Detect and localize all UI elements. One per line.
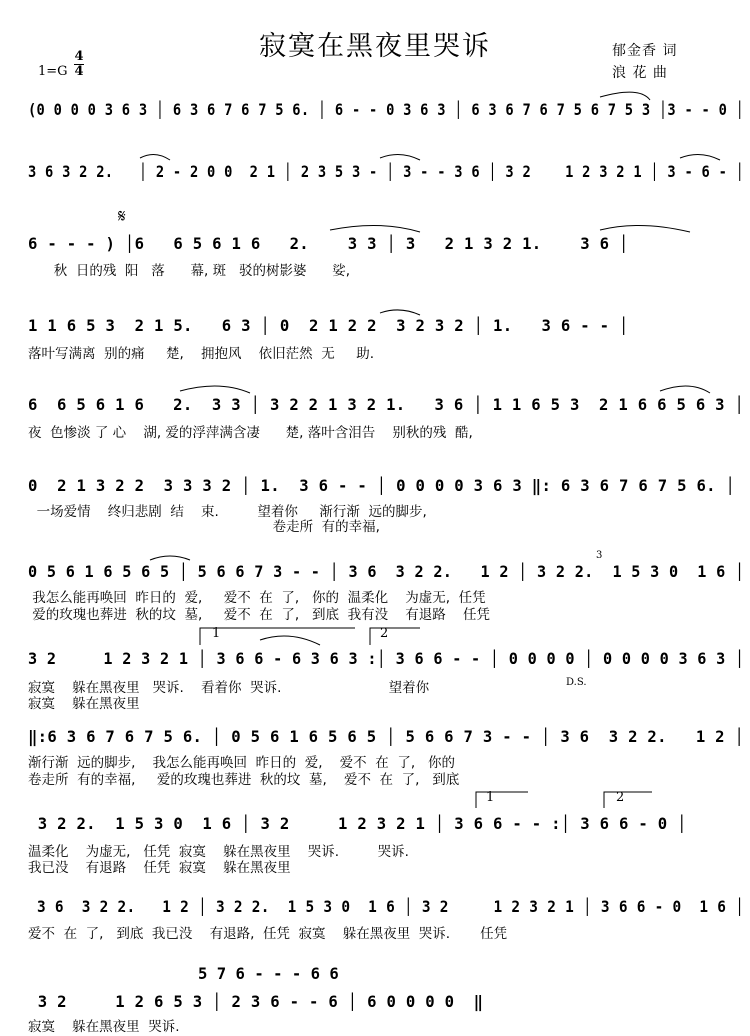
song-title: 寂寞在黑夜里哭诉 [259, 31, 491, 62]
lyric-line-4: 落叶写满离 别的痛 楚, 拥抱风 依旧茫然 无 助. [28, 346, 374, 362]
lyric-line-3: 秋 日的残 阳 落 幕, 斑 驳的树影婆 娑, [28, 263, 351, 279]
lyric-line-7: 我怎么能再唤回 昨日的 爱, 爱不 在 了, 你的 温柔化 为虚无, 任凭 [28, 590, 486, 606]
lyricist-credit: 郁金香 词 [612, 43, 678, 59]
first-ending-bracket-2 [476, 792, 528, 808]
key-signature: 1=G [38, 64, 68, 79]
lyric-line-8-verse-2: 寂寞 躲在黑夜里 [28, 696, 140, 712]
second-ending-bracket [370, 628, 420, 645]
first-ending-number: 1 [212, 626, 221, 641]
second-ending-number: 2 [380, 626, 389, 641]
lyric-line-10-verse-2: 我已没 有退路 任凭 寂寞 躲在黑夜里 [28, 860, 291, 876]
lyric-line-9: 渐行渐 远的脚步, 我怎么能再唤回 昨日的 爱, 爱不 在 了, 你的 [28, 755, 455, 771]
notation-line-6: 0 2 1 3 2 2 3 3 3 2 │ 1. 3 6 - - │ 0 0 0 0 3 6 3 ‖: 6 3 6 7 6 7 5 6. │ [28, 477, 736, 495]
notation-line-10: 3 2 2. 1 5 3 0 1 6 │ 3 2 1 2 3 2 1 │ 3 6 6 - - :│ 3 6 6 - 0 │ [28, 815, 687, 833]
dal-segno-mark: D.S. [566, 677, 587, 688]
lyric-line-11: 爱不 在 了, 到底 我已没 有退路, 任凭 寂寞 躲在黑夜里 哭诉. 任凭 [28, 926, 508, 942]
notation-line-3: 6 - - - ) │6 6 5 6 1 6 2. 3 3 │ 3 2 1 3 2 1. 3 6 │ [28, 235, 629, 253]
lyric-line-5: 夜 色惨淡 了 心 湖, 爱的浮萍满含凄 楚, 落叶含泪告 别秋的残 酷, [28, 425, 473, 441]
first-ending-number-2: 1 [486, 790, 495, 805]
lyric-line-6-verse-2: 卷走所 有的幸福, [28, 519, 380, 535]
notation-line-2: 3 6 3 2 2. │ 2 - 2 0 0 2 1 │ 2 3 5 3 - │ 3 - - 3 6 │ 3 2 1 2 3 2 1 │ 3 - 6 - │ [28, 163, 745, 181]
second-ending-bracket-2 [604, 792, 652, 808]
time-signature-top: 4 [74, 49, 84, 64]
tie-line-5a [180, 386, 250, 393]
notation-line-8: 3 2 1 2 3 2 1 │ 3 6 6 - 6 3 6 3 :│ 3 6 6 - - │ 0 0 0 0 │ 0 0 0 0 3 6 3 │ [28, 650, 745, 668]
slur-line-8 [260, 636, 320, 645]
composer-credit: 浪 花 曲 [612, 65, 668, 81]
triplet-mark: 3 [596, 550, 603, 561]
time-signature [74, 50, 84, 79]
lyric-line-7-verse-2: 爱的玫瑰也葬进 秋的坟 墓, 爱不 在 了, 到底 我有没 有退路 任凭 [28, 607, 490, 623]
second-ending-number-2: 2 [616, 790, 625, 805]
segno-sign: 𝄋 [118, 206, 126, 227]
notation-line-1: (0 0 0 0 3 6 3 │ 6 3 6 7 6 7 5 6. │ 6 - - 0 3 6 3 │ 6 3 6 7 6 7 5 6 7 5 3 │3 - - 0 │ [28, 101, 745, 119]
lyric-line-8: 寂寞 躲在黑夜里 哭诉. 看着你 哭诉. 望着你 [28, 680, 430, 696]
notation-line-5: 6 6 5 6 1 6 2. 3 3 │ 3 2 2 1 3 2 1. 3 6 │ 1 1 6 5 3 2 1 6 6 5 6 3 │ [28, 396, 745, 414]
upper-voice-notes: 5 7 6 - - - 6 6 [198, 965, 339, 983]
lyric-line-9-verse-2: 卷走所 有的幸福, 爱的玫瑰也葬进 秋的坟 墓, 爱不 在 了, 到底 [28, 772, 460, 788]
lyric-line-6: 一场爱情 终归悲剧 结 束. 望着你 渐行渐 远的脚步, [28, 504, 427, 520]
notation-line-12: 3 2 1 2 6 5 3 │ 2 3 6 - - 6 │ 6 0 0 0 0 ‖ [28, 993, 484, 1011]
time-signature-bottom: 4 [74, 64, 84, 79]
lyric-line-12: 寂寞 躲在黑夜里 哭诉. [28, 1019, 180, 1035]
lyric-line-10: 温柔化 为虚无, 任凭 寂寞 躲在黑夜里 哭诉. 哭诉. [28, 844, 409, 860]
notation-line-11: 3 6 3 2 2. 1 2 │ 3 2 2. 1 5 3 0 1 6 │ 3 2 1 2 3 2 1 │ 3 6 6 - 0 1 6 │ [28, 898, 745, 916]
notation-line-4: 1 1 6 5 3 2 1 5. 6 3 │ 0 2 1 2 2 3 2 3 2 │ 1. 3 6 - - │ [28, 317, 629, 335]
first-ending-bracket [200, 628, 355, 645]
notation-line-9: ‖:6 3 6 7 6 7 5 6. │ 0 5 6 1 6 5 6 5 │ 5 6 6 7 3 - - │ 3 6 3 2 2. 1 2 │ [28, 728, 745, 746]
tie-line-5b [660, 386, 710, 393]
notation-line-7: 0 5 6 1 6 5 6 5 │ 5 6 6 7 3 - - │ 3 6 3 2 2. 1 2 │ 3 2 2. 1 5 3 0 1 6 │ [28, 563, 745, 581]
